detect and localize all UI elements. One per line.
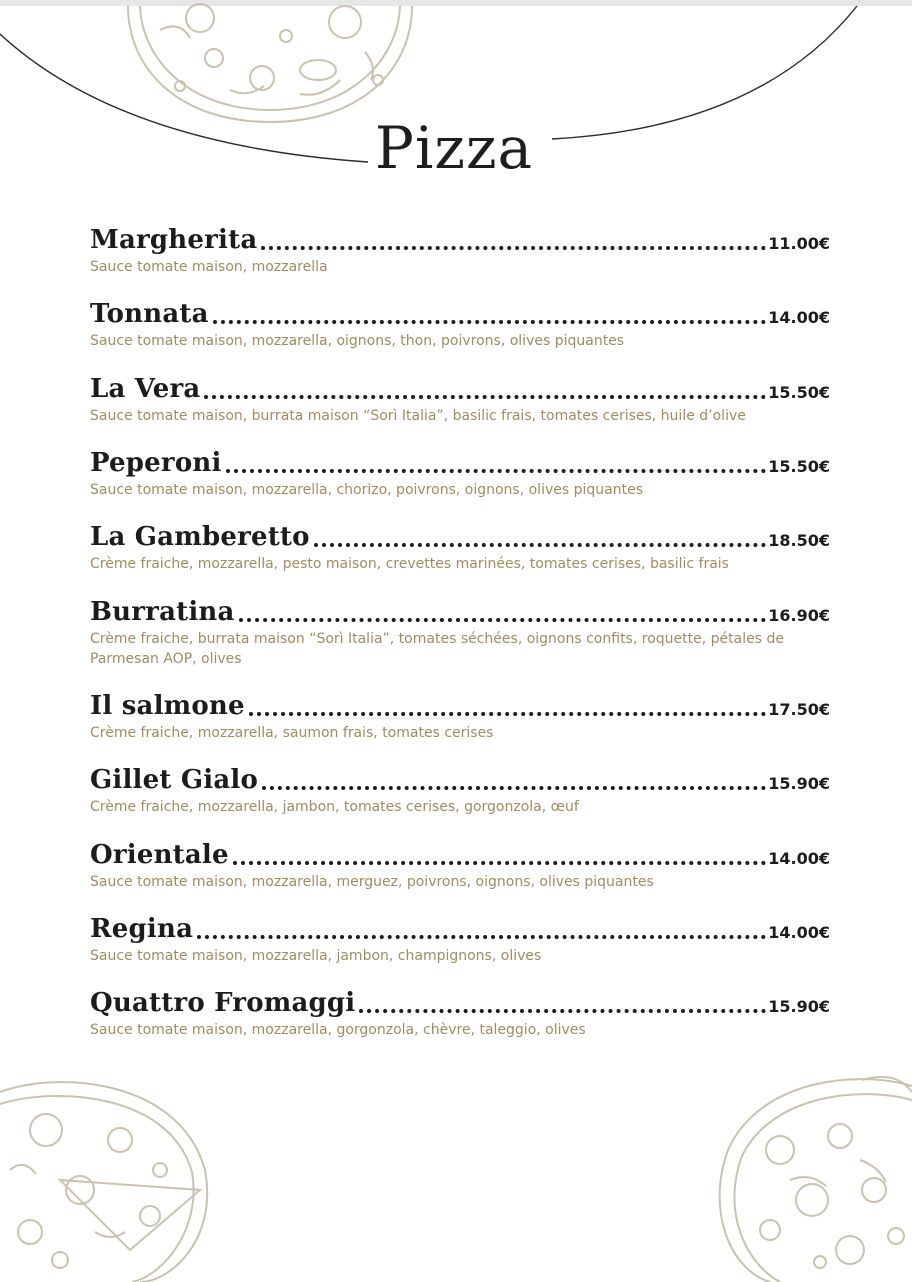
menu-item-row: [90, 837, 830, 871]
menu-item-row: [90, 594, 830, 628]
dot-leader: [213, 320, 767, 324]
pizza-name: Peperoni: [90, 448, 222, 478]
pizza-price: 16.90€: [768, 606, 830, 625]
menu-item: [90, 371, 830, 426]
pizza-name: Orientale: [90, 840, 229, 870]
menu-item-row: [90, 296, 830, 330]
dot-leader: [233, 861, 767, 865]
menu-item: [90, 445, 830, 500]
menu-item: [90, 296, 830, 351]
pizza-name: La Vera: [90, 374, 201, 404]
menu-item: [90, 594, 830, 669]
pizza-description: Crème fraiche, mozzarella, jambon, tomates cerises, gorgonzola, œuf: [90, 799, 579, 815]
pizza-name: Margherita: [90, 225, 258, 255]
pizza-description: Crème fraiche, burrata maison “Sorì Italia”, tomates séchées, oignons confits, roquette, pétales de Parmesan AOP, olives: [90, 631, 784, 667]
dot-leader: [262, 786, 766, 790]
menu-item: [90, 762, 830, 817]
dot-leader: [239, 618, 767, 622]
dot-leader: [261, 246, 766, 250]
dot-leader: [359, 1009, 766, 1013]
menu-item-row: [90, 911, 830, 945]
pizza-description: Sauce tomate maison, mozzarella, oignons, thon, poivrons, olives piquantes: [90, 333, 625, 349]
menu-item-row: [90, 371, 830, 405]
pizza-description: Sauce tomate maison, mozzarella: [90, 259, 328, 275]
pizza-price: 14.00€: [768, 308, 830, 327]
dot-leader: [226, 469, 767, 473]
menu-item-row: [90, 519, 830, 553]
pizza-price: 15.90€: [768, 774, 830, 793]
pizza-price: 11.00€: [768, 234, 830, 253]
pizza-name: Tonnata: [90, 299, 209, 329]
menu-item: [90, 911, 830, 966]
pizza-price: 17.50€: [768, 700, 830, 719]
pizza-description: Sauce tomate maison, mozzarella, merguez, poivrons, oignons, olives piquantes: [90, 874, 654, 890]
pizza-description: Sauce tomate maison, mozzarella, jambon, champignons, olives: [90, 948, 542, 964]
pizza-name: Il salmone: [90, 691, 245, 721]
menu-item-row: [90, 985, 830, 1019]
dot-leader: [204, 395, 766, 399]
pizza-price: 14.00€: [768, 923, 830, 942]
pizza-name: Regina: [90, 914, 194, 944]
menu-item: [90, 985, 830, 1040]
pizza-description: Sauce tomate maison, mozzarella, chorizo, poivrons, oignons, olives piquantes: [90, 482, 643, 498]
menu-item-row: [90, 762, 830, 796]
pizza-sketch-icon: [720, 1077, 912, 1282]
pizza-name: Quattro Fromaggi: [90, 988, 356, 1018]
pizza-price: 15.90€: [768, 997, 830, 1016]
top-bar: [0, 0, 912, 6]
pizza-description: Sauce tomate maison, burrata maison “Sorì Italia”, basilic frais, tomates cerises, huile d’olive: [90, 408, 746, 424]
menu-item-row: [90, 688, 830, 722]
menu-item: [90, 837, 830, 892]
pizza-price: 15.50€: [768, 457, 830, 476]
menu-item: [90, 688, 830, 743]
pizza-price: 15.50€: [768, 383, 830, 402]
pizza-price: 14.00€: [768, 849, 830, 868]
pizza-name: Gillet Gialo: [90, 765, 258, 795]
page-title: Pizza: [374, 114, 534, 182]
pizza-name: La Gamberetto: [90, 522, 310, 552]
menu-item: [90, 222, 830, 277]
menu-item: [90, 519, 830, 574]
pizza-price: 18.50€: [768, 531, 830, 550]
pizza-description: Crème fraiche, mozzarella, pesto maison, crevettes marinées, tomates cerises, basilic frais: [90, 556, 729, 572]
menu-item-row: [90, 222, 830, 256]
pizza-sketch-icon: [128, 4, 412, 122]
pizza-description: Sauce tomate maison, mozzarella, gorgonzola, chèvre, taleggio, olives: [90, 1022, 586, 1038]
menu-item-row: [90, 445, 830, 479]
pizza-description: Crème fraiche, mozzarella, saumon frais, tomates cerises: [90, 725, 494, 741]
pizza-name: Burratina: [90, 597, 235, 627]
dot-leader: [197, 935, 766, 939]
pizza-sketch-icon: [0, 1082, 207, 1282]
dot-leader: [314, 543, 767, 547]
dot-leader: [249, 712, 767, 716]
